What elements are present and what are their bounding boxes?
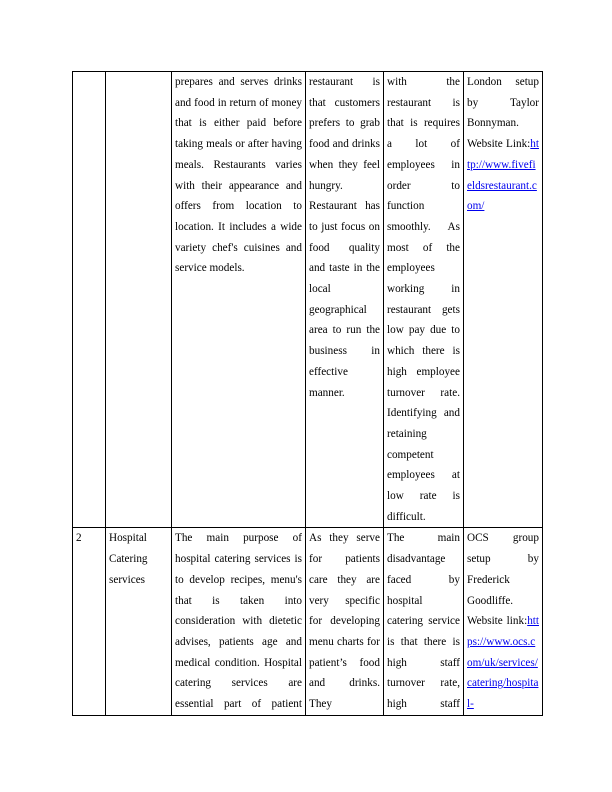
description-text: The main purpose of hospital catering services is to develop recipes, menu's that is taken into consideration with dietetic advises, patients age and medical condition. Hospital catering services are essential part of patient (175, 532, 302, 711)
table-row (73, 72, 543, 528)
service-name-cell: Hospital Catering services (106, 528, 172, 715)
disadvantages-text: with the restaurant is that is requires a lot of employees in order to function smoothly. As most of the employees working in restaurant gets low pay due to which there is high employee turnover rate. Identifying and retaining competent employees at low rate is difficult. (387, 76, 460, 523)
disadvantages-cell (384, 528, 464, 715)
disadvantages-cell (384, 72, 464, 528)
advantages-text: As they serve for patients care they are very specific for developing menu charts for patient’s food and drinks. They (309, 532, 380, 711)
service-name-cell (106, 72, 172, 528)
table-row (73, 528, 543, 715)
example-cell (464, 72, 543, 528)
advantages-cell (306, 528, 384, 715)
description-cell (172, 528, 306, 715)
disadvantages-text: The main disadvantage faced by hospital catering service is that there is high staff turnover rate, high staff (387, 532, 460, 711)
website-link[interactable]: https://www.ocs.com/uk/services/catering/hospital- (467, 615, 539, 711)
website-link[interactable]: http://www.fivefieldsrestaurant.com/ (467, 138, 539, 213)
description-text: prepares and serves drinks and food in return of money that is either paid before taking meals or after having meals. Restaurants varies with their appearance and offers from location to location. It includes a wide variety chef's cuisines and service models. (175, 76, 302, 275)
advantages-cell (306, 72, 384, 528)
description-cell (172, 72, 306, 528)
advantages-text: restaurant is that customers prefers to grab food and drinks when they feel hungry. Restaurant has to just focus on food quality and taste in the local geographical area to run the business in effective manner. (309, 76, 380, 399)
example-text: OCS group setup by Frederick Goodliffe. Website link: (467, 532, 539, 628)
example-text: London setup by Taylor Bonnyman. Website Link: (467, 76, 539, 151)
row-number-cell (73, 72, 106, 528)
row-number-cell: 2 (73, 528, 106, 715)
services-table (72, 71, 543, 716)
example-cell (464, 528, 543, 715)
